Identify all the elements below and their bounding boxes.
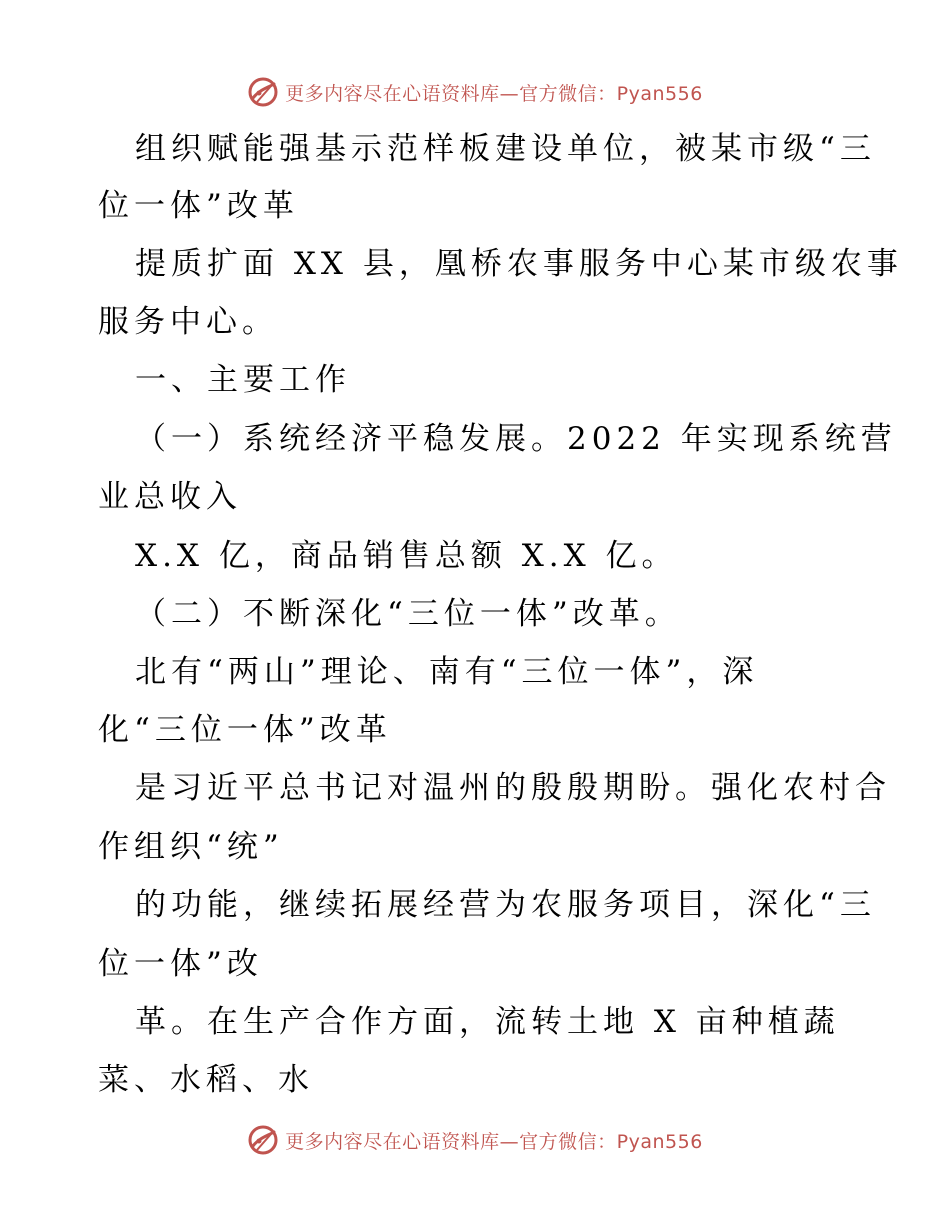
body-line: 服务中心。	[98, 304, 278, 340]
body-line: 组织赋能强基示范样板建设单位，被某市级“三	[135, 131, 876, 167]
body-line: 是习近平总书记对温州的殷殷期盼。强化农村合	[135, 770, 891, 806]
watermark-text: 更多内容尽在心语资料库—官方微信：Pyan556	[285, 1130, 703, 1153]
logo-icon	[247, 1124, 279, 1156]
watermark-text: 更多内容尽在心语资料库—官方微信：Pyan556	[285, 82, 703, 105]
body-line: 位一体”改	[98, 946, 263, 982]
body-line: 革。在生产合作方面，流转土地 X 亩种植蔬	[135, 1004, 840, 1040]
body-line: 北有“两山”理论、南有“三位一体”，深	[135, 654, 759, 690]
body-line: （一）系统经济平稳发展。2022 年实现系统营	[135, 421, 897, 457]
body-line: 菜、水稻、水	[98, 1062, 314, 1098]
body-line: 业总收入	[98, 479, 242, 515]
body-line: 作组织“统”	[98, 829, 284, 865]
body-line: 化“三位一体”改革	[98, 712, 392, 748]
subsection-heading: （二）不断深化“三位一体”改革。	[135, 596, 681, 632]
body-line: 位一体”改革	[98, 188, 299, 224]
body-line: X.X 亿，商品销售总额 X.X 亿。	[135, 538, 678, 574]
body-line: 的功能，继续拓展经营为农服务项目，深化“三	[135, 887, 876, 923]
header-watermark	[0, 72, 950, 112]
footer-watermark	[0, 1120, 950, 1160]
body-line: 提质扩面 XX 县，凰桥农事服务中心某市级农事	[135, 246, 903, 282]
logo-icon	[247, 76, 279, 108]
section-heading: 一、主要工作	[135, 362, 351, 398]
